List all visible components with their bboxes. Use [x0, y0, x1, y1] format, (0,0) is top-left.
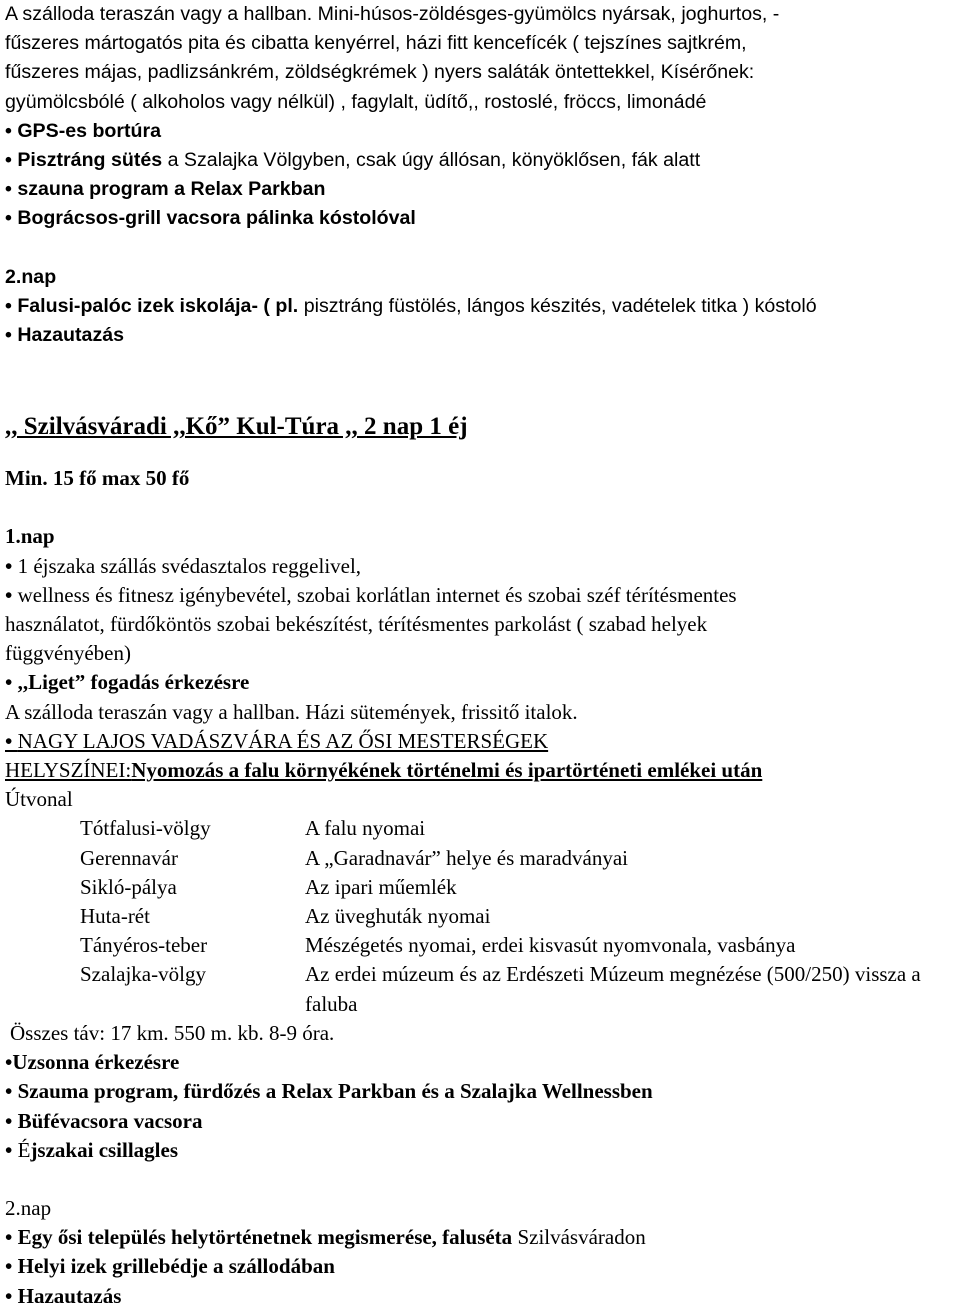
buffet-item: • Büfévacsora vacsora [5, 1107, 957, 1136]
palo-mid: - ( pl. [251, 294, 299, 317]
gps-tour-item: • GPS-es bortúra [5, 117, 957, 146]
intro-line: A szálloda teraszán vagy a hallban. Mini-húsos-zöldésges-gyümölcs nyársak, joghurtos, - [5, 3, 780, 25]
route-desc: Mészégetés nyomai, erdei kisvasút nyomvonala, vasbánya [305, 933, 796, 958]
grill-dinner-item: • Bográcsos-grill vacsora pálinka kóstolóval [5, 204, 957, 233]
sites-heading [5, 756, 957, 785]
route-row [5, 814, 957, 843]
sites-desc: Nyomozás a falu környékének történelmi és ipartörténeti emlékei után [131, 758, 763, 783]
route-total: Összes táv: 17 km. 550 m. kb. 8-9 óra. [10, 1020, 335, 1045]
route-desc: Az üveghuták nyomai [305, 904, 491, 929]
p2-day2-label: 2.nap [5, 1195, 52, 1220]
route-row [5, 931, 957, 960]
route-table [5, 814, 957, 1018]
stars-initial: É [17, 1137, 31, 1162]
spa-item: • Szauma program, fürdőzés a Relax Parkban és a Szalajka Wellnessben [5, 1077, 957, 1106]
local-grill-item: • Helyi izek grillebédje a szállodában [5, 1252, 957, 1281]
route-place: Tányéros-teber [80, 933, 208, 958]
trout-rest: a Szalajka Völgyben, csak úgy állósan, könyöklősen, fák alatt [162, 149, 701, 172]
route-row [5, 873, 957, 902]
village-rest: Szilvásváradon [512, 1225, 646, 1250]
intro-line: gyümölcsbólé ( alkoholos vagy nélkül) , fagylalt, üdítő,, rostoslé, fröccs, limonádé [5, 90, 707, 113]
route-row [5, 902, 957, 931]
stay-item: • 1 éjszaka szállás svédasztalos reggelivel, [5, 552, 957, 581]
route-place: Szalajka-völgy [80, 962, 206, 987]
home-item-2: • Hazautazás [5, 1282, 957, 1311]
wellness-line: függvényében) [5, 641, 131, 666]
welcome-item: • ,,Liget” fogadás érkezésre [5, 668, 957, 697]
village-bold: Egy ősi település helytörténetnek megismerése, faluséta [17, 1225, 513, 1250]
route-label: Útvonal [5, 787, 73, 812]
home-item: • Hazautazás [5, 321, 957, 350]
wellness-line: használatot, fürdőköntös szobai bekészítést, térítésmentes parkolást ( szabad helyek [5, 612, 708, 637]
route-row [5, 844, 957, 873]
route-row [5, 960, 957, 1018]
route-desc: Az ipari műemlék [305, 874, 457, 899]
route-desc: Az erdei múzeum és az Erdészeti Múzeum megnézése (500/250) vissza a faluba [305, 962, 921, 1016]
castle-heading: • NAGY LAJOS VADÁSZVÁRA ÉS AZ ŐSI MESTERSÉGEK [5, 727, 957, 756]
sauna-item: • szauna program a Relax Parkban [5, 175, 957, 204]
sites-label: HELYSZÍNEI: [5, 758, 132, 783]
welcome-desc: A szálloda teraszán vagy a hallban. Házi sütemények, frissitő italok. [5, 699, 578, 724]
palo-item [5, 292, 957, 321]
palo-rest: pisztráng füstölés, lángos készités, vadételek titka ) kóstoló [298, 294, 817, 317]
route-desc: A „Garadnavár” helye és maradványai [305, 845, 628, 870]
day2-label: 2.nap [5, 265, 57, 288]
stars-item [5, 1136, 957, 1165]
intro-line: fűszeres májas, padlizsánkrém, zöldségkrémek ) nyers saláták öntettekkel, Kísérőnek: [5, 61, 755, 84]
wellness-item: • wellness és fitnesz igénybevétel, szobai korlátlan internet és szobai széf térítésmentes [5, 581, 957, 610]
village-item [5, 1223, 957, 1252]
trout-bold: Pisztráng sütés [17, 149, 163, 172]
route-place: Sikló-pálya [80, 874, 177, 899]
trout-item [5, 146, 957, 175]
intro-paragraph [5, 0, 957, 117]
intro-line: fűszeres mártogatós pita és cibatta kenyérrel, házi fitt kencefícék ( tejszínes sajtkrém, [5, 32, 747, 55]
p2-day1-label: 1.nap [5, 524, 55, 549]
route-place: Gerennavár [80, 845, 178, 870]
package-title: ,, Szilvásváradi ,,Kő” Kul-Túra ,, 2 nap 1 éj [5, 413, 468, 441]
palo-bold: Falusi-palóc izek iskolája [17, 294, 252, 317]
snack-item: • Uzsonna érkezésre [5, 1048, 957, 1077]
route-place: Huta-rét [80, 904, 150, 929]
route-desc: A falu nyomai [305, 816, 426, 841]
route-place: Tótfalusi-völgy [80, 816, 211, 841]
package-capacity: Min. 15 fő max 50 fő [5, 466, 190, 491]
stars-rest: jszakai csillagles [30, 1137, 179, 1162]
document-page [5, 0, 957, 1311]
